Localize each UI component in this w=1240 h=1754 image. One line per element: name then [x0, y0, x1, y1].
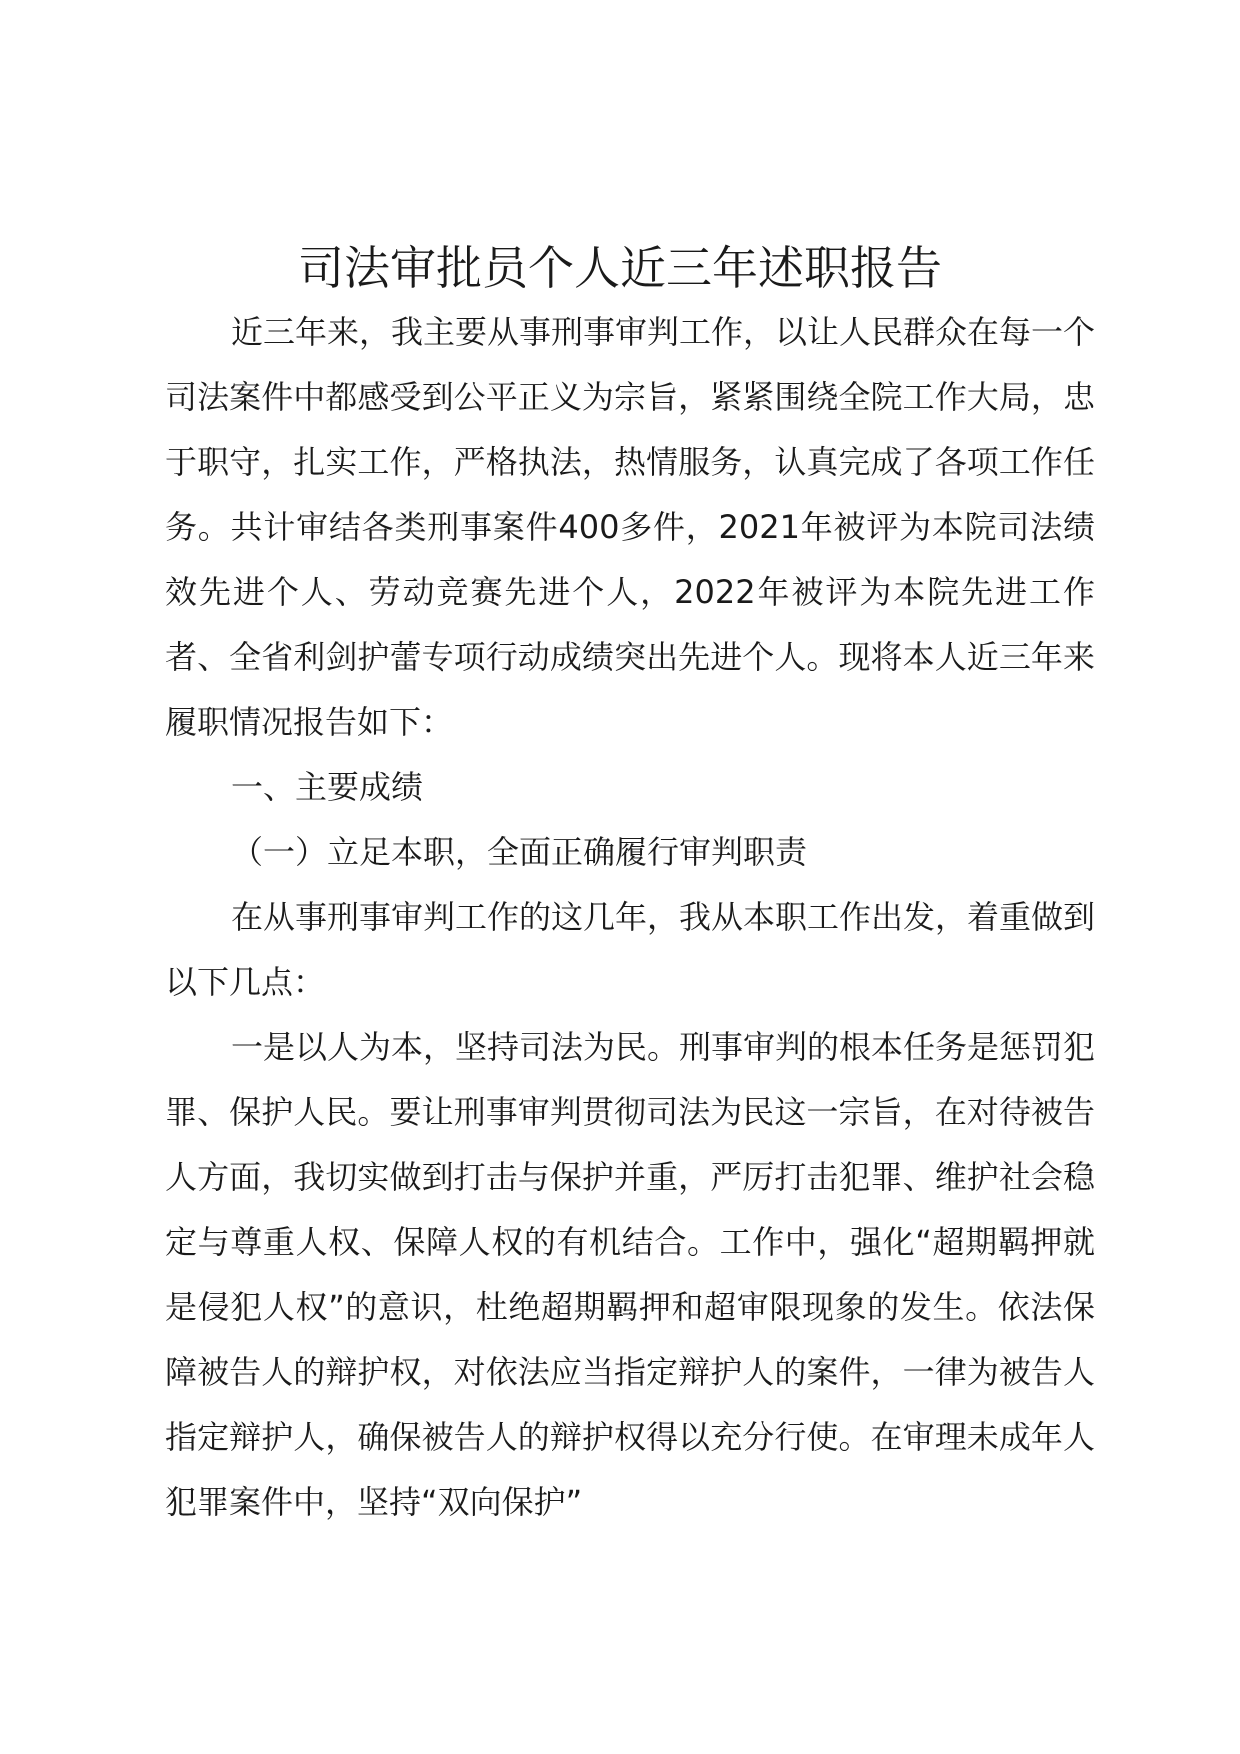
paragraph: 一是以人为本，坚持司法为民。刑事审判的根本任务是惩罚犯罪、保护人民。要让刑事审判贯彻司法为民这一宗旨，在对待被告人方面，我切实做到打击与保护并重，严厉打击犯罪、维护社会稳定与尊重人权、保障人权的有机结合。工作中，强化“超期羁押就是侵犯人权”的意识，杜绝超期羁押和超审限现象的发生。依法保障被告人的辩护权，对依法应当指定辩护人的案件，一律为被告人指定辩护人，确保被告人的辩护权得以充分行使。在审理未成年人犯罪案件中，坚持“双向保护” [165, 1028, 1096, 1521]
paragraph-intro: 近三年来，我主要从事刑事审判工作，以让人民群众在每一个司法案件中都感受到公平正义为宗旨，紧紧围绕全院工作大局，忠于职守，扎实工作，严格执法，热情服务，认真完成了各项工作任务。共计审结各类刑事案件400多件，2021年被评为本院司法绩效先进个人、劳动竞赛先进个人，2022年被评为本院先进工作者、全省利剑护蕾专项行动成绩突出先进个人。现将本人近三年来履职情况报告如下： [165, 313, 1096, 741]
document-title: 司法审批员个人近三年述职报告 [298, 241, 942, 295]
paragraph: 在从事刑事审判工作的这几年，我从本职工作出发，着重做到以下几点： [165, 898, 1096, 1001]
subsection-heading: （一）立足本职，全面正确履行审判职责 [231, 833, 808, 871]
section-heading: 一、主要成绩 [231, 768, 424, 806]
document-body [165, 300, 1095, 1535]
